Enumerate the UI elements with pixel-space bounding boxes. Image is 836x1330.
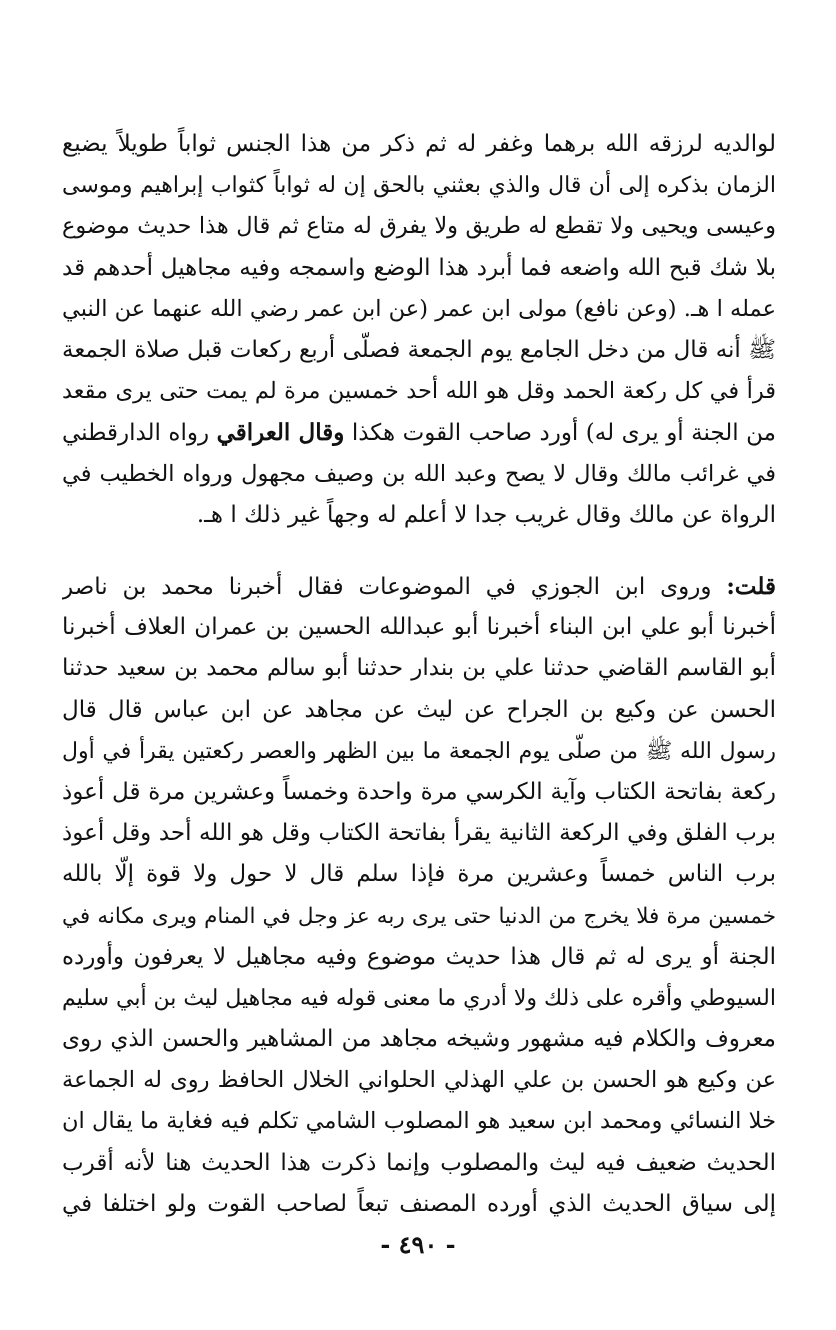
bold-citation: وقال العراقي (216, 419, 345, 447)
text-line: ﷺ أنه قال من دخل الجامع يوم الجمعة فصلّى أربع ركعات قبل صلاة الجمعة (62, 336, 776, 363)
text-line: أخبرنا أبو علي ابن البناء أخبرنا أبو عبدالله الحسين بن عمران العلاف أخبرنا (62, 614, 776, 641)
text-line: رسول الله ﷺ من صلّى يوم الجمعة ما بين الظهر والعصر ركعتين يقرأ في أول (62, 738, 776, 764)
text-line (62, 566, 776, 607)
text-line: في غرائب مالك وقال لا يصح وعبد الله بن وصيف مجهول ورواه الخطيب في (62, 460, 776, 487)
page-number: - ٤٩٠ - (380, 1230, 456, 1259)
text-segment: وروى ابن الجوزي في الموضوعات فقال أخبرنا محمد بن ناصر (62, 574, 727, 600)
text-segment: من الجنة أو يرى له) أورد صاحب القوت هكذا (344, 420, 776, 447)
text-segment: رواه الدارقطني (62, 420, 217, 447)
paragraph-1 (62, 124, 776, 536)
text-line: الحديث ضعيف فيه ليث والمصلوب وإنما ذكرت هذا الحديث هنا لأنه أقرب (62, 1149, 776, 1176)
text-line: عن وكيع هو الحسن بن علي الهذلي الحلواني الخلال الحافظ روى له الجماعة (62, 1067, 776, 1094)
text-line: خمسين مرة فلا يخرج من الدنيا حتى يرى ربه عز وجل في المنام ويرى مكانه في (62, 903, 776, 929)
paragraph-lead-word: قلت: (726, 573, 776, 600)
text-line: برب الفلق وفي الركعة الثانية يقرأ بفاتحة الكتاب وقل هو الله أحد وقل أعوذ (62, 820, 776, 847)
text-line: معروف والكلام فيه مشهور وشيخه مجاهد من المشاهير والحسن الذي روى (62, 1026, 776, 1053)
text-line: بلا شك قبح الله واضعه فما أبرد هذا الوضع واسمجه وفيه مجاهيل أحدهم قد (62, 254, 776, 281)
text-line (62, 412, 776, 453)
text-line: لوالديه لرزقه الله برهما وغفر له ثم ذكر من هذا الجنس ثواباً طويلاً يضيع (62, 131, 776, 157)
text-line: وعيسى ويحيى ولا تقطع له طريق ولا يفرق له متاع ثم قال هذا حديث موضوع (62, 213, 776, 240)
text-line: إلى سياق الحديث الذي أورده المصنف تبعاً لصاحب القوت ولو اختلفا في (62, 1190, 776, 1217)
text-line: أبو القاسم القاضي حدثنا علي بن بندار حدثنا أبو سالم محمد بن سعيد حدثنا (62, 655, 776, 682)
text-line: الزمان بذكره إلى أن قال والذي بعثني بالحق إن له ثواباً كثواب إبراهيم وموسى (62, 173, 776, 199)
text-line: ركعة بفاتحة الكتاب وآية الكرسي مرة واحدة وخمساً وعشرين مرة قل أعوذ (62, 778, 776, 805)
text-line: الحسن عن وكيع بن الجراح عن ليث عن مجاهد عن ابن عباس قال قال (62, 696, 776, 723)
text-line: برب الناس خمساً وعشرين مرة فإذا سلم قال لا حول ولا قوة إلّا بالله (62, 861, 776, 888)
text-line: السيوطي وأقره على ذلك ولا أدري ما معنى قوله فيه مجاهيل ليث بن أبي سليم (62, 985, 776, 1011)
paragraph-2 (62, 566, 776, 1225)
text-line: الجنة أو يرى له ثم قال هذا حديث موضوع وفيه مجاهيل لا يعرفون وأورده (62, 943, 776, 970)
text-line: الرواة عن مالك وقال غريب جدا لا أعلم له وجهاً غير ذلك ا هـ. (196, 501, 776, 528)
text-line: خلا النسائي ومحمد ابن سعيد هو المصلوب الشامي تكلم فيه فغاية ما يقال ان (62, 1108, 776, 1135)
text-line: عمله ا هـ. (وعن نافع) مولى ابن عمر (عن ابن عمر رضي الله عنهما عن النبي (62, 295, 776, 322)
text-line: قرأ في كل ركعة الحمد وقل هو الله أحد خمسين مرة لم يمت حتى يرى مقعد (62, 378, 776, 405)
